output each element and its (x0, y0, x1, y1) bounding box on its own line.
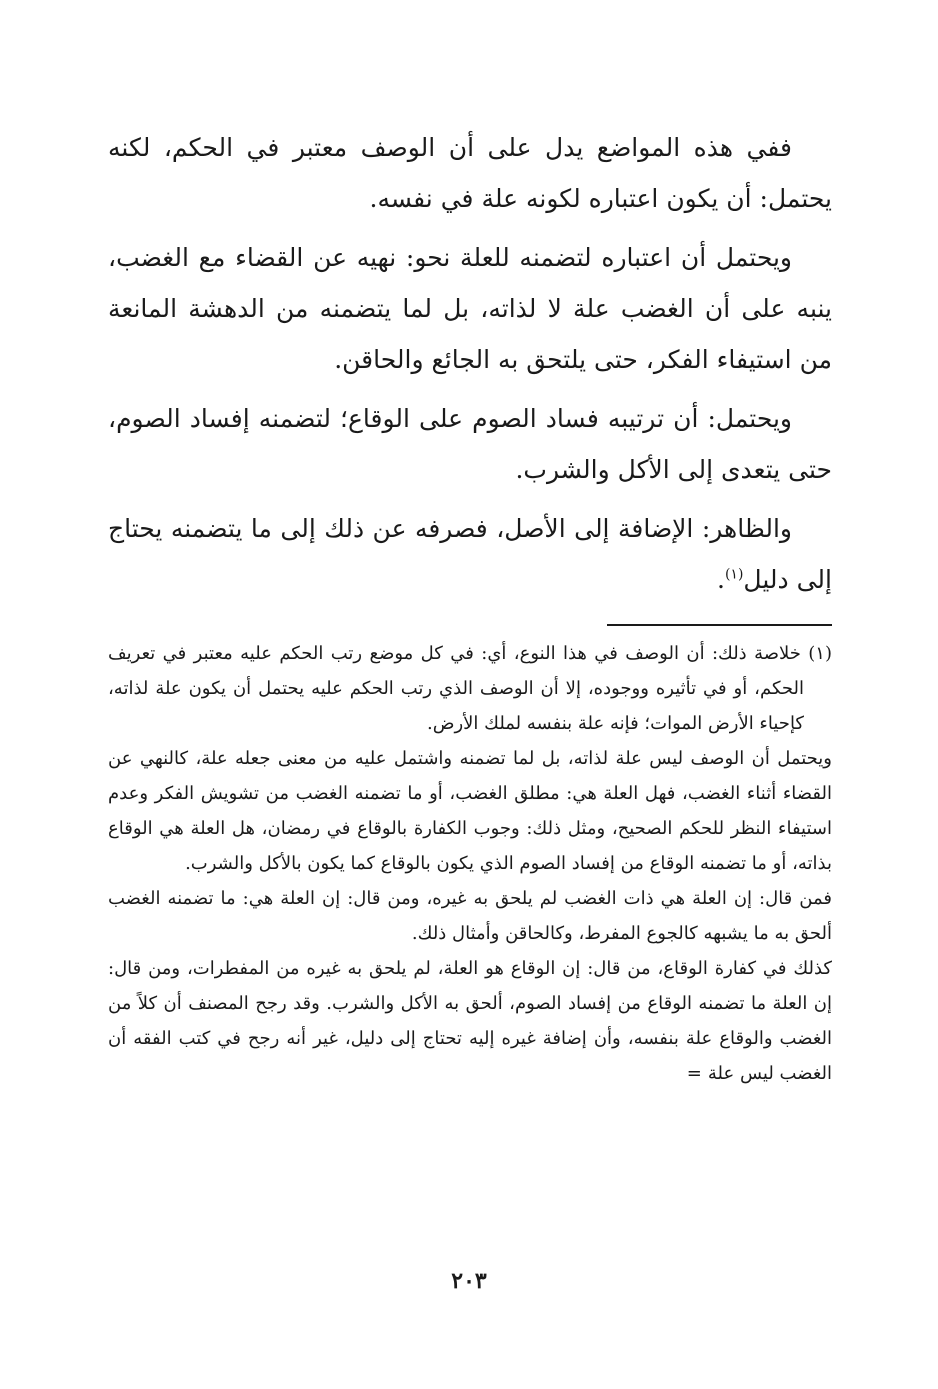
footnote-1-part-4-text: كذلك في كفارة الوقاع، من قال: إن الوقاع هو العلة، لم يلحق به غيره من المفطرات، ومن قال: إن العلة ما تضمنه الوقاع من إفساد الصوم، ألحق به الأكل والشرب. وقد رجح المصنف أن كلاً من الغضب والوقاع علة بنفسه، وأن إضافة غيره إليه تحتاج إلى دليل، غير أنه رجح في كتب الفقه أن الغضب ليس علة (108, 958, 832, 1084)
paragraph-1: ففي هذه المواضع يدل على أن الوصف معتبر في الحكم، لكنه يحتمل: أن يكون اعتباره لكونه علة في نفسه. (108, 133, 832, 213)
continuation-mark: = (686, 1063, 702, 1084)
footnote-1-part-2: ويحتمل أن الوصف ليس علة لذاته، بل لما تضمنه واشتمل عليه من معنى جعله علة، كالنهي عن القضاء أثناء الغضب، فهل العلة هي: مطلق الغضب، أو ما تضمنه الغضب من تشويش الفكر وعدم استيفاء النظر للحكم الصحيح، ومثل ذلك: وجوب الكفارة بالوقاع في رمضان، هل العلة هي الوقاع بذاته، أو ما تضمنه الوقاع من إفساد الصوم الذي يكون بالوقاع كما يكون بالأكل والشرب. (108, 748, 832, 874)
footnote-1-part-4 (108, 951, 832, 1091)
paragraph-4-period: . (717, 565, 725, 594)
paragraph-4-text: والظاهر: الإضافة إلى الأصل، فصرفه عن ذلك إلى ما يتضمنه يحتاج إلى دليل (108, 514, 832, 594)
paragraph-2: ويحتمل أن اعتباره لتضمنه للعلة نحو: نهيه عن القضاء مع الغضب، ينبه على أن الغضب علة لا لذاته، بل لما يتضمنه من الدهشة المانعة من استيفاء الفكر، حتى يلتحق به الجائع والحاقن. (108, 243, 832, 374)
footnote-divider (607, 624, 832, 626)
footnote-1-part-3: فمن قال: إن العلة هي ذات الغضب لم يلحق به غيره، ومن قال: إن العلة هي: ما تضمنه الغضب ألحق به ما يشبهه كالجوع المفرط، وكالحاقن وأمثال ذلك. (108, 888, 832, 944)
footnote-reference[interactable]: (١) (724, 566, 744, 583)
footnotes (108, 636, 832, 1091)
main-text (108, 122, 832, 613)
footnote-1-part-1: (١) خلاصة ذلك: أن الوصف في هذا النوع، أي: في كل موضع رتب الحكم عليه معتبر في تعريف الحكم، أو في تأثيره ووجوده، إلا أن الوصف الذي رتب الحكم عليه يحتمل أن يكون علة لذاته، كإحياء الأرض الموات؛ فإنه علة بنفسه لملك الأرض. (108, 643, 832, 734)
paragraph-3: ويحتمل: أن ترتيبه فساد الصوم على الوقاع؛ لتضمنه إفساد الصوم، حتى يتعدى إلى الأكل والشرب. (108, 404, 832, 484)
paragraph-4 (108, 503, 832, 605)
page-number: ٢٠٣ (451, 1268, 487, 1294)
